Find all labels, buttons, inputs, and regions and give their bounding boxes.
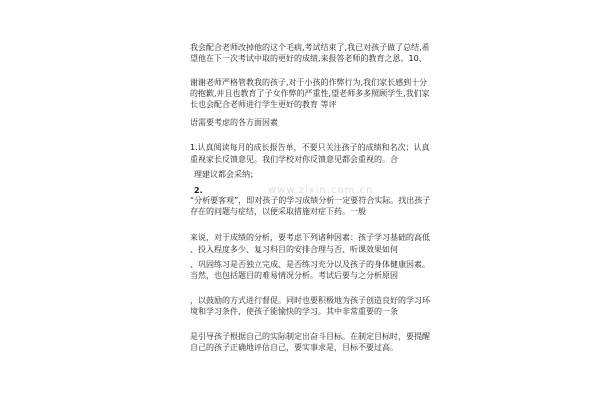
paragraph-line: 、投入程度多少、复习科目的安排合理与否、听课效果如何: [190, 245, 398, 254]
list-item-1-line: 理建议都会采纳；: [194, 170, 258, 179]
paragraph-line: 的抱歉,并且也教育了子女作弊的严重性,望老师多多照顾学生,我们家: [190, 89, 430, 98]
list-item-2-number: 2.: [194, 186, 203, 195]
paragraph-line: 、巩固练习是否独立完成、是否练习充分以及孩子的身体健康因素。: [190, 260, 430, 269]
paragraph-line: 长也会配合老师进行学生更好的教育 等评: [190, 100, 337, 109]
paragraph-line: 当然，也包括题目的难易情况分析。考试后要与之分析原因: [190, 271, 398, 280]
paragraph-line: “分析要客观”，即对孩子的学习成绩分析一定要符合实际。找出孩子: [190, 196, 431, 205]
watermark-text: www.zixin.com.cn: [268, 185, 374, 196]
paragraph-line: ，以鼓励的方式进行督促。同时也要积极地为孩子创造良好的学习环: [190, 296, 430, 305]
section-heading: 语需要考虑的各方面因素: [190, 118, 278, 127]
list-item-1-line: 重视家长反馈意见。我们学校对你反馈意见都会重视的。合: [190, 155, 398, 164]
paragraph-line: 望他在下一次考试中取的更好的成绩,来报答老师的教育之恩。10、: [190, 54, 427, 63]
paragraph-line: 来说，对于成绩的分析，要考虑下列诸种因素：孩子学习基础的高低: [190, 233, 430, 242]
paragraph-line: 自己的孩子正确地评估自己，要实事求是，目标不要过高。: [190, 343, 398, 352]
paragraph-line: 是引导孩子根据自己的实际制定出奋斗目标。在制定目标时，要提醒: [190, 332, 430, 341]
paragraph-line: 存在的问题与症结，以便采取措施对症下药。一般: [190, 207, 366, 216]
list-item-1-line: 1.认真阅读每月的成长报告单，不要只关注孩子的成绩和名次；认真: [190, 143, 430, 152]
paragraph-line: 谢谢老师严格管教我的孩子,对于小孩的作弊行为,我们家长感到十分: [190, 78, 428, 87]
paragraph-line: 境和学习条件，使孩子能愉快的学习。其中非常重要的一条: [190, 307, 398, 316]
paragraph-line: 我会配合老师改掉他的这个毛病,考试结束了,我已对孩子做了总结,希: [190, 43, 430, 52]
